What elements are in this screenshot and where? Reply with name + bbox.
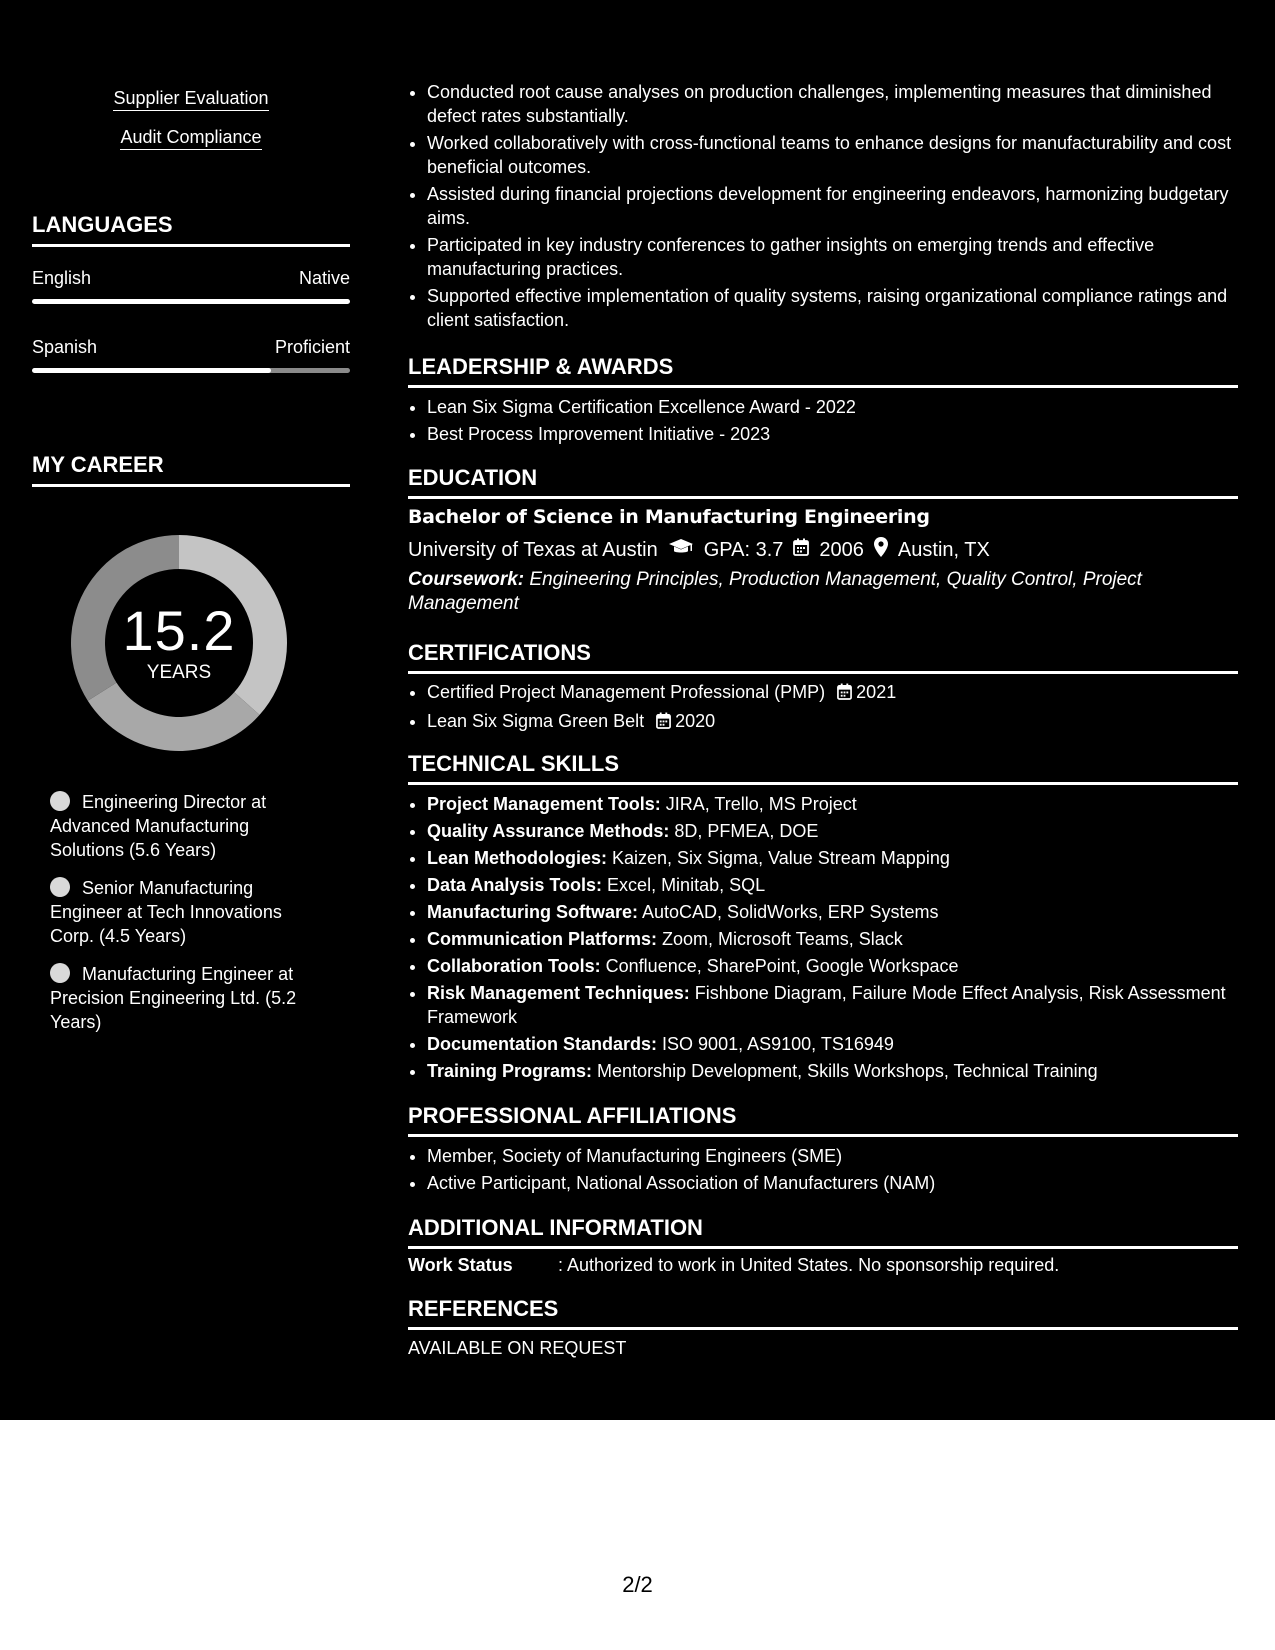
- language-proficiency-bar: [32, 368, 350, 373]
- language-name: Spanish: [32, 337, 98, 357]
- education-location: Austin, TX: [897, 538, 990, 561]
- references-text: AVAILABLE ON REQUEST: [408, 1338, 627, 1358]
- certifications-heading: CERTIFICATIONS: [408, 640, 1238, 674]
- career-item: Senior Manufacturing Engineer at Tech Innovations Corp. (4.5 Years): [50, 878, 282, 946]
- list-item: • Communication Platforms: Zoom, Microsoft Teams, Slack: [427, 927, 1257, 951]
- experience-bullets: [408, 80, 1257, 335]
- list-item: • Participated in key industry conferences to gather insights on emerging trends and effective manufacturing practices.: [427, 233, 1257, 281]
- page-number: 2/2: [622, 1572, 653, 1597]
- affiliations-heading: PROFESSIONAL AFFILIATIONS: [408, 1103, 1238, 1137]
- education-coursework: [408, 568, 1198, 616]
- leadership-list: [408, 395, 1257, 449]
- technical-skills-heading: TECHNICAL SKILLS: [408, 751, 1238, 785]
- work-status-label: Work Status: [408, 1255, 513, 1275]
- education-heading: EDUCATION: [408, 465, 1238, 499]
- list-item: • Best Process Improvement Initiative - 2023: [427, 422, 1257, 446]
- list-item: • Worked collaboratively with cross-functional teams to enhance designs for manufacturability and cost beneficial outcomes.: [427, 131, 1257, 179]
- list-item: • Conducted root cause analyses on production challenges, implementing measures that diminished defect rates substantially.: [427, 80, 1257, 128]
- list-item: • Active Participant, National Association of Manufacturers (NAM): [427, 1171, 1257, 1195]
- career-total-value: 15.2: [122, 599, 236, 662]
- career-item: Engineering Director at Advanced Manufacturing Solutions (5.6 Years): [50, 792, 267, 860]
- skills-tail: [32, 88, 350, 148]
- skill-tag: Supplier Evaluation: [32, 88, 350, 109]
- list-item: • Lean Six Sigma Green Belt 2020: [427, 709, 1257, 735]
- references-heading: REFERENCES: [408, 1296, 1238, 1330]
- bullet-dot-icon: [50, 963, 70, 983]
- education-gpa: GPA: 3.7: [703, 538, 784, 561]
- graduation-cap-icon: [668, 538, 694, 562]
- list-item: • Member, Society of Manufacturing Engineers (SME): [427, 1144, 1257, 1168]
- list-item: • Training Programs: Mentorship Development, Skills Workshops, Technical Training: [427, 1059, 1257, 1083]
- main-content: [381, 0, 1275, 1420]
- list-item: • Assisted during financial projections development for engineering endeavors, harmonizing budgetary aims.: [427, 182, 1257, 230]
- technical-skills-list: [408, 792, 1257, 1086]
- list-item: • Collaboration Tools: Confluence, SharePoint, Google Workspace: [427, 954, 1257, 978]
- leadership-heading: LEADERSHIP & AWARDS: [408, 354, 1238, 388]
- list-item: • Documentation Standards: ISO 9001, AS9100, TS16949: [427, 1032, 1257, 1056]
- sidebar: [0, 0, 381, 1420]
- bullet-dot-icon: [50, 791, 70, 811]
- language-name: English: [32, 268, 92, 288]
- career-list: [50, 790, 320, 1048]
- calendar-icon: [793, 538, 809, 562]
- education-year: 2006: [819, 538, 864, 561]
- list-item: • Manufacturing Software: AutoCAD, SolidWorks, ERP Systems: [427, 900, 1257, 924]
- list-item: • Lean Methodologies: Kaizen, Six Sigma, Value Stream Mapping: [427, 846, 1257, 870]
- work-status-row: [408, 1255, 1059, 1276]
- career-heading: MY CAREER: [32, 452, 350, 487]
- languages-heading: LANGUAGES: [32, 212, 350, 247]
- career-total-unit: YEARS: [146, 662, 212, 683]
- list-item: • Quality Assurance Methods: 8D, PFMEA, DOE: [427, 819, 1257, 843]
- education-degree: Bachelor of Science in Manufacturing Engineering: [408, 506, 930, 528]
- language-level: Proficient: [274, 337, 350, 357]
- education-meta: [408, 537, 990, 563]
- language-row: [32, 268, 350, 289]
- language-level: Native: [298, 268, 350, 288]
- calendar-icon: [656, 711, 671, 735]
- work-status-value: : Authorized to work in United States. No sponsorship required.: [558, 1255, 1060, 1275]
- coursework-label: Coursework:: [408, 569, 525, 590]
- list-item: • Risk Management Techniques: Fishbone Diagram, Failure Mode Effect Analysis, Risk Assessment Framework: [427, 981, 1257, 1029]
- location-pin-icon: [874, 537, 888, 563]
- career-item: Manufacturing Engineer at Precision Engineering Ltd. (5.2 Years): [50, 964, 297, 1032]
- list-item: • Data Analysis Tools: Excel, Minitab, SQL: [427, 873, 1257, 897]
- list-item: • Lean Six Sigma Certification Excellence Award - 2022: [427, 395, 1257, 419]
- skill-tag: Audit Compliance: [32, 127, 350, 148]
- coursework-text: Engineering Principles, Production Management, Quality Control, Project Management: [408, 569, 1142, 614]
- list-item: • Supported effective implementation of quality systems, raising organizational compliance ratings and client satisfaction.: [427, 284, 1257, 332]
- education-school: University of Texas at Austin: [408, 538, 658, 561]
- career-total: [66, 530, 292, 756]
- certifications-list: [408, 680, 1257, 738]
- career-donut-chart: [66, 530, 292, 756]
- calendar-icon: [837, 682, 852, 706]
- language-proficiency-bar: [32, 299, 350, 304]
- affiliations-list: [408, 1144, 1257, 1198]
- list-item: • Project Management Tools: JIRA, Trello, MS Project: [427, 792, 1257, 816]
- language-row: [32, 337, 350, 358]
- additional-info-heading: ADDITIONAL INFORMATION: [408, 1215, 1238, 1249]
- bullet-dot-icon: [50, 877, 70, 897]
- list-item: • Certified Project Management Professional (PMP) 2021: [427, 680, 1257, 706]
